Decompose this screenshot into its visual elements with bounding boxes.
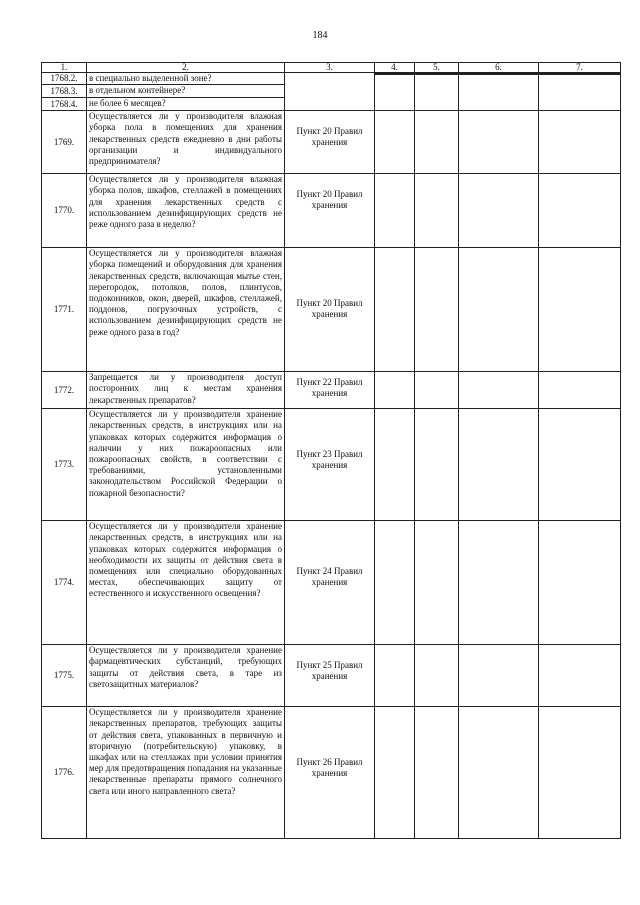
row-question: Осуществляется ли у производителя влажная уборка помещений и оборудования для хранения лекарственных средств, включающая мытье стен, перегородок, потолков, полов, плинтусов, подоконников, окон, дверей, шкафов, стеллажей, поддонов, погрузочных устройств, с использованием дезинфицирующих средств не реже одного раза в год? bbox=[87, 248, 285, 372]
row-cell-4 bbox=[375, 707, 415, 839]
row-question: в отдельном контейнере? bbox=[87, 85, 285, 98]
row-number: 1772. bbox=[42, 372, 87, 409]
row-cell-4 bbox=[375, 521, 415, 645]
col-header-7: 7. bbox=[539, 63, 621, 73]
row-cell-5 bbox=[415, 248, 459, 372]
row-cell-4 bbox=[375, 645, 415, 707]
row-question: Осуществляется ли у производителя хранение лекарственных средств, в инструкциях или на упаковках которых содержится информация о необходимости их защиты от действия света в помещениях или специально оборудованных местах, обеспечивающих защиту от естественного и искусственного освещения? bbox=[87, 521, 285, 645]
row-reference: Пункт 22 Правил хранения bbox=[285, 372, 375, 409]
row-question: Осуществляется ли у производителя хранение лекарственных препаратов, требующих защиты от действия света, упакованных в первичную и вторичную (потребительскую) упаковку, в шкафах или на стеллажах при условии принятия мер для предотвращения попадания на указанные лекарственные препараты прямого солнечного света или иного направленного света? bbox=[87, 707, 285, 839]
row-number: 1768.3. bbox=[42, 85, 87, 98]
row-cell-6 bbox=[459, 174, 539, 248]
row-question: не более 6 месяцев? bbox=[87, 98, 285, 111]
row-question: Осуществляется ли у производителя влажная уборка полов, шкафов, стеллажей в помещениях для хранения лекарственных средств с использованием дезинфицирующих средств не реже одного раза в неделю? bbox=[87, 174, 285, 248]
row-cell-4 bbox=[375, 372, 415, 409]
row-reference: Пункт 20 Правил хранения bbox=[285, 174, 375, 248]
table-row bbox=[42, 174, 621, 248]
row-cell-4 bbox=[375, 111, 415, 174]
row-number: 1770. bbox=[42, 174, 87, 248]
table-row bbox=[42, 372, 621, 409]
row-cell-6 bbox=[459, 409, 539, 521]
col-header-2: 2. bbox=[87, 63, 285, 73]
table-row bbox=[42, 73, 621, 85]
row-cell-5 bbox=[415, 73, 459, 111]
row-cell-6 bbox=[459, 73, 539, 111]
row-number: 1775. bbox=[42, 645, 87, 707]
row-question: Осуществляется ли у производителя хранение фармацевтических субстанций, требующих защиты от действия света, в таре из светозащитных материалов? bbox=[87, 645, 285, 707]
row-cell-4 bbox=[375, 174, 415, 248]
checklist-table bbox=[41, 62, 621, 839]
row-reference: Пункт 26 Правил хранения bbox=[285, 707, 375, 839]
row-cell-7 bbox=[539, 521, 621, 645]
table-row bbox=[42, 521, 621, 645]
col-header-1: 1. bbox=[42, 63, 87, 73]
row-number: 1768.4. bbox=[42, 98, 87, 111]
row-reference: Пункт 20 Правил хранения bbox=[285, 248, 375, 372]
row-cell-4 bbox=[375, 73, 415, 111]
row-reference: Пункт 25 Правил хранения bbox=[285, 645, 375, 707]
row-number: 1774. bbox=[42, 521, 87, 645]
row-cell-4 bbox=[375, 409, 415, 521]
row-reference: Пункт 23 Правил хранения bbox=[285, 409, 375, 521]
row-cell-7 bbox=[539, 174, 621, 248]
col-header-5: 5. bbox=[415, 63, 459, 73]
row-cell-6 bbox=[459, 111, 539, 174]
row-cell-5 bbox=[415, 111, 459, 174]
row-cell-5 bbox=[415, 707, 459, 839]
row-reference bbox=[285, 73, 375, 111]
row-cell-7 bbox=[539, 73, 621, 111]
row-cell-5 bbox=[415, 409, 459, 521]
row-number: 1773. bbox=[42, 409, 87, 521]
row-cell-7 bbox=[539, 372, 621, 409]
row-number: 1776. bbox=[42, 707, 87, 839]
page-number: 184 bbox=[312, 30, 328, 41]
row-reference: Пункт 24 Правил хранения bbox=[285, 521, 375, 645]
header-row bbox=[42, 63, 621, 73]
row-cell-6 bbox=[459, 645, 539, 707]
row-reference: Пункт 20 Правил хранения bbox=[285, 111, 375, 174]
table-row bbox=[42, 707, 621, 839]
row-cell-7 bbox=[539, 409, 621, 521]
row-number: 1771. bbox=[42, 248, 87, 372]
table-row bbox=[42, 409, 621, 521]
row-cell-6 bbox=[459, 248, 539, 372]
row-question: в специально выделенной зоне? bbox=[87, 73, 285, 85]
row-cell-7 bbox=[539, 111, 621, 174]
row-cell-5 bbox=[415, 521, 459, 645]
col-header-6: 6. bbox=[459, 63, 539, 73]
row-cell-4 bbox=[375, 248, 415, 372]
row-cell-5 bbox=[415, 174, 459, 248]
row-cell-6 bbox=[459, 521, 539, 645]
row-question: Осуществляется ли у производителя хранение лекарственных средств, в инструкциях или на упаковках которых содержится информация о наличии у них пожароопасных или пожароопасных свойств, в соответствии с требованиями, установленными законодательством Российской Федерации о пожарной безопасности? bbox=[87, 409, 285, 521]
row-cell-7 bbox=[539, 248, 621, 372]
row-question: Осуществляется ли у производителя влажная уборка пола в помещениях для хранения лекарственных средств ежедневно в дни работы организации и индивидуального предпринимателя? bbox=[87, 111, 285, 174]
col-header-4: 4. bbox=[375, 63, 415, 73]
row-question: Запрещается ли у производителя доступ посторонних лиц к местам хранения лекарственных препаратов? bbox=[87, 372, 285, 409]
row-cell-6 bbox=[459, 372, 539, 409]
table-row bbox=[42, 248, 621, 372]
row-cell-6 bbox=[459, 707, 539, 839]
row-cell-5 bbox=[415, 645, 459, 707]
row-number: 1768.2. bbox=[42, 73, 87, 85]
col-header-3: 3. bbox=[285, 63, 375, 73]
table-row bbox=[42, 645, 621, 707]
row-cell-5 bbox=[415, 372, 459, 409]
row-number: 1769. bbox=[42, 111, 87, 174]
row-cell-7 bbox=[539, 645, 621, 707]
table-row bbox=[42, 111, 621, 174]
row-cell-7 bbox=[539, 707, 621, 839]
